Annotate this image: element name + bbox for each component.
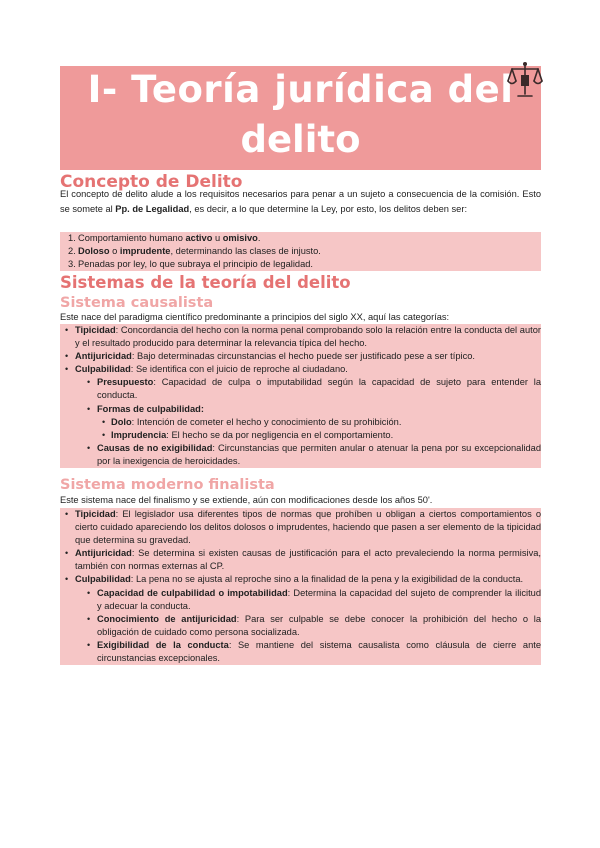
term: Culpabilidad — [75, 364, 131, 375]
term: Imprudencia — [111, 429, 167, 440]
list-item: • Antijuricidad: Bajo determinadas circunstancias el hecho puede ser justificado pese a ser típico. — [65, 351, 475, 362]
term: Presupuesto — [97, 377, 154, 388]
definition: : Para ser culpable se debe conocer la prohibición del hecho o la obligación de cuidado como persona socializada. — [97, 613, 541, 637]
list-item: • Capacidad de culpabilidad o impotabilidad: Determina la capacidad del sujeto de comprender la ilicitud y adecuar la conducta. — [87, 587, 542, 611]
list-item: • Exigibilidad de la conducta: Se mantiene del sistema causalista como cláusula de cierre ante circunstancias excepcionales. — [87, 639, 541, 664]
definition: : Bajo determinadas circunstancias el hecho puede ser justificado pese a ser típico. — [131, 351, 475, 362]
list-item: • Causas de no exigibilidad: Circunstancias que permiten anular o atenuar la pena por su excepcionalidad por la inexigencia de heroicidades. — [87, 442, 541, 466]
item-bold: imprudente — [119, 246, 171, 256]
definition: : Se mantiene del sistema causalista como cláusula de cierre ante circunstancias excepcionales. — [97, 639, 541, 664]
definition: : El hecho se da por negligencia en el comportamiento. — [166, 429, 394, 440]
list-item: • Culpabilidad: Se identifica con el juicio de reproche al ciudadano. — [65, 364, 348, 375]
concepto-text-c: , es decir, a lo que determine la Ley, por esto, los delitos deben ser: — [189, 204, 468, 214]
scales-of-justice-icon — [507, 60, 543, 102]
definition: : Circunstancias que permiten anular o atenuar la pena por su excepcionalidad por la inexigencia de heroicidades. — [97, 442, 541, 466]
finalista-heading: Sistema moderno finalista — [60, 477, 275, 493]
page-title-line-1: I- Teoría jurídica del — [87, 68, 514, 111]
list-item: • Formas de culpabilidad: — [87, 403, 204, 414]
term: Capacidad de culpabilidad o impotabilidad — [97, 587, 288, 598]
definition: : La pena no se ajusta al reproche sino a la finalidad de la pena y la exigibilidad de la conducta. — [130, 574, 524, 585]
definition: : Se identifica con el juicio de reproche al ciudadano. — [130, 364, 348, 375]
term: Causas de no exigibilidad — [97, 442, 213, 453]
item-text: Comportamiento humano — [78, 233, 186, 243]
item-number: 2. — [68, 246, 76, 256]
term: Conocimiento de antijuricidad — [97, 613, 237, 624]
list-item: • Presupuesto: Capacidad de culpa o imputabilidad según la capacidad de sujeto para entender la conducta. — [87, 377, 541, 401]
definition: : Se determina si existen causas de justificación para el acto prevaleciendo la norma permisiva, también con normas externas al CP. — [75, 548, 541, 572]
page-title-line-2: delito — [240, 118, 361, 161]
concepto-text-a: El concepto de delito alude a los requisitos necesarios para penar a un sujeto a consecuencia de la comisión. Esto se somete al — [60, 189, 541, 214]
concepto-heading: Concepto de Delito — [60, 172, 243, 192]
item-number: 3. — [68, 259, 76, 269]
item-bold: omisivo — [222, 233, 258, 243]
causalista-intro: Este nace del paradigma científico predominante a principios del siglo XX, aquí las categorías: — [60, 312, 450, 322]
item-text: . — [257, 233, 261, 243]
item-number: 1. — [68, 233, 76, 243]
item-text: u — [212, 233, 223, 243]
term: Tipicidad — [75, 325, 116, 335]
definition: : Capacidad de culpa o imputabilidad según la capacidad de sujeto para entender la conducta. — [97, 377, 541, 401]
sistemas-heading: Sistemas de la teoría del delito — [60, 273, 351, 292]
item-text: o — [109, 246, 120, 256]
list-item — [60, 245, 541, 258]
list-item: • Conocimiento de antijuricidad: Para ser culpable se debe conocer la prohibición del hecho o la obligación de cuidado como persona socializada. — [87, 613, 541, 637]
definition: : Determina la capacidad del sujeto de comprender la ilicitud y adecuar la conducta. — [97, 587, 542, 611]
title-banner — [60, 66, 541, 170]
principio-legalidad-term: Pp. de Legalidad — [115, 204, 190, 214]
term: Formas de culpabilidad: — [97, 403, 204, 414]
list-item: • Tipicidad: El legislador usa diferentes tipos de normas que prohíben u obligan a ciertos comportamientos o cierto cuidado apareciendo los delitos dolosos o imprudentes, haciendo que pasen a ser elemento de la tipicidad que determina su gravedad. — [65, 509, 541, 546]
list-item: • Antijuricidad: Se determina si existen causas de justificación para el acto prevaleciendo la norma permisiva, también con normas externas al CP. — [65, 548, 541, 572]
list-item: • Dolo: Intención de cometer el hecho y conocimiento de su prohibición. — [102, 416, 402, 427]
definition: : Concordancia del hecho con la norma penal comprobando solo la relación entre la conducta del autor y el resultado producido para determinar la relevancia típica del hecho. — [75, 325, 541, 349]
causalista-heading: Sistema causalista — [60, 295, 214, 311]
definition: : El legislador usa diferentes tipos de normas que prohíben u obligan a ciertos comportamientos o cierto cuidado apareciendo los delitos dolosos o imprudentes, haciendo que pasen a ser elemento de la tipicidad que determina su gravedad. — [75, 509, 541, 546]
finalista-box — [60, 508, 541, 665]
document-page — [60, 66, 542, 664]
item-bold: activo — [185, 233, 213, 243]
definition: : Intención de cometer el hecho y conocimiento de su prohibición. — [131, 416, 402, 427]
list-item: • Culpabilidad: La pena no se ajusta al reproche sino a la finalidad de la pena y la exigibilidad de la conducta. — [65, 574, 524, 585]
finalista-intro: Este sistema nace del finalismo y se extiende, aún con modificaciones desde los años 50'. — [60, 495, 433, 505]
item-bold: Doloso — [78, 246, 110, 256]
term: Culpabilidad — [75, 574, 131, 585]
list-item — [60, 232, 541, 245]
term: Dolo — [111, 416, 132, 427]
term: Antijuricidad — [75, 351, 132, 362]
item-text: Penadas por ley, lo que subraya el principio de legalidad. — [78, 259, 313, 269]
list-item — [60, 258, 541, 271]
list-item: • Imprudencia: El hecho se da por negligencia en el comportamiento. — [102, 429, 394, 440]
term: Tipicidad — [75, 509, 116, 519]
item-text: , determinando las clases de injusto. — [170, 246, 321, 256]
list-item: • Tipicidad: Concordancia del hecho con la norma penal comprobando solo la relación entre la conducta del autor y el resultado producido para determinar la relevancia típica del hecho. — [65, 325, 541, 349]
concepto-paragraph — [60, 187, 541, 217]
causalista-box — [60, 324, 541, 468]
term: Exigibilidad de la conducta — [97, 639, 229, 650]
term: Antijuricidad — [75, 548, 132, 559]
requisitos-list — [60, 232, 541, 271]
